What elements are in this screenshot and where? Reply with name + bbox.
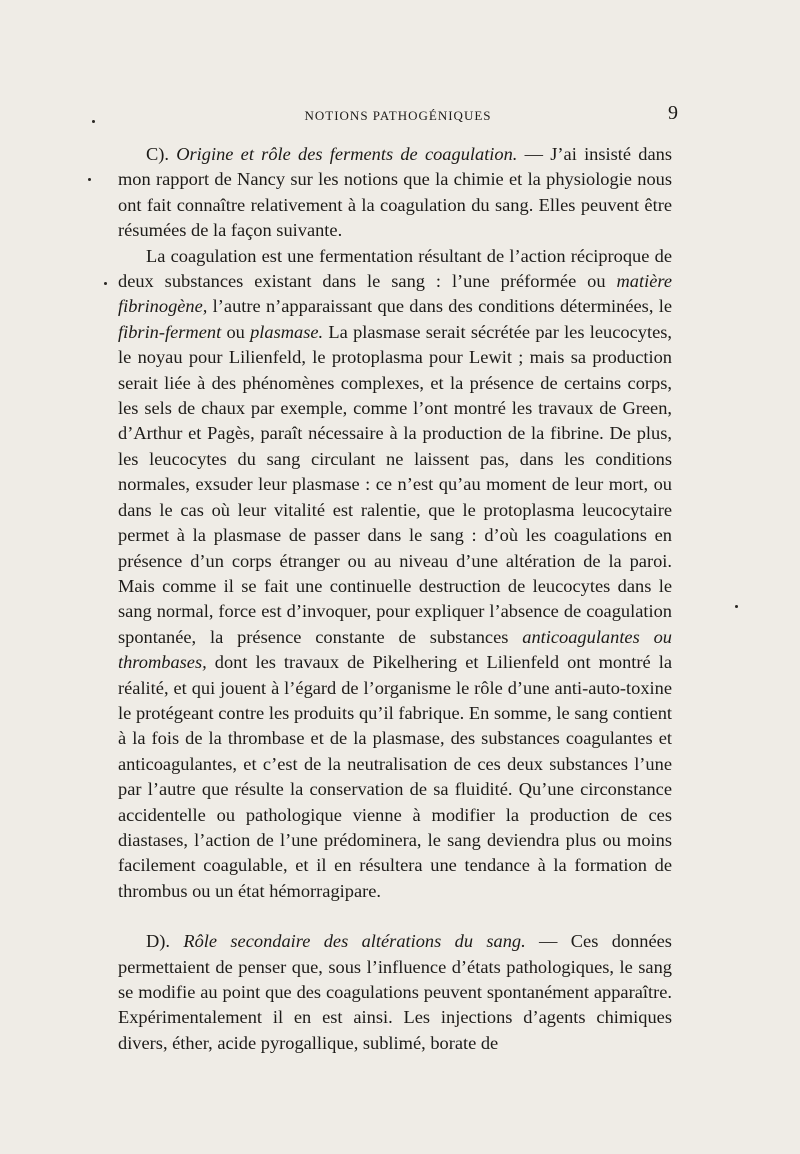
section-c-paragraph xyxy=(118,142,672,244)
scan-speck xyxy=(735,605,738,608)
text-run: La plasmase serait sécrétée par les leucocytes, le noyau pour Lilienfeld, le protoplasma pour Lewit ; mais sa production serait liée à des phénomènes complexes, et la présence de certains corps, les sels de chaux par exemple, comme l’ont montré les travaux de Green, d’Arthur et Pagès, paraît nécessaire à la production de la fibrine. De plus, les leucocytes du sang circulant ne laissent pas, dans les conditions normales, exsuder leur plasmase : ce n’est qu’au moment de leur mort, ou dans le cas où leur vitalité est ralentie, que le protoplasma leucocytaire permet à la plasmase de passer dans le sang : d’où les coagulations en présence d’un corps étranger ou au niveau d’une altération de la paroi. Mais comme il se fait une continuelle destruction de leucocytes dans le sang normal, force est d’invoquer, pour expliquer l’absence de coagulation spontanée, la présence constante de substances xyxy=(118,321,672,647)
section-c-label: C). xyxy=(146,144,177,164)
scan-speck xyxy=(92,120,95,123)
running-title: NOTIONS PATHOGÉNIQUES xyxy=(304,108,492,123)
section-d-title: Rôle secondaire des altérations du sang. xyxy=(183,931,526,952)
section-c-title: Origine et rôle des ferments de coagulation. xyxy=(176,144,518,164)
page-header xyxy=(118,102,678,130)
section-d-text: — Ces données permettaient de penser que, sous l’influence d’états pathologiques, le sang se modifie au point que des coagulations peuvent spontanément apparaître. Expérimentalement il en est ainsi. Les injections d’agents chimiques divers, éther, acide pyrogallique, sublimé, borate de xyxy=(118,931,672,1053)
body-text xyxy=(118,142,672,1056)
text-run: dont les travaux de Pikelhering et Lilienfeld ont montré la réalité, et qui jouent à l’égard de l’organisme le rôle d’une anti-auto-toxine le protégeant contre les produits qu’il fabrique. En somme, le sang contient à la fois de la thrombase et de la plasmase, des substances coagulantes et anticoagulantes, et c’est de la neutralisation de ces deux substances l’une par l’autre que résulte la conservation de sa fluidité. Qu’une circonstance accidentelle ou pathologique vienne à modifier la production de ces diastases, l’action de l’une prédominera, le sang deviendra plus ou moins facilement coagulable, et il en résultera une tendance à la formation de thrombus ou un état hémorragipare. xyxy=(118,652,672,901)
page-number: 9 xyxy=(668,102,678,124)
term-fibrin-ferment: fibrin-ferment xyxy=(118,321,222,342)
section-d-label: D). xyxy=(146,931,184,952)
term-anticoagulantes: anticoagulantes ou thrombases, xyxy=(118,626,672,673)
term-fibrinogene: matière fibrinogène, xyxy=(118,271,672,317)
coagulation-paragraph xyxy=(118,244,672,905)
text-run: l’autre n’apparaissant que dans des conditions déterminées, le xyxy=(207,296,672,317)
term-plasmase: plasmase. xyxy=(250,321,324,342)
text-run: ou xyxy=(221,321,251,342)
section-d-paragraph xyxy=(118,929,672,1056)
scan-speck xyxy=(104,282,107,285)
section-c-intro: — J’ai insisté dans mon rapport de Nancy sur les notions que la chimie et la physiologie nous ont fait connaître relativement à la coagulation du sang. Elles peuvent être résumées de la façon suivante. xyxy=(118,144,673,241)
scan-speck xyxy=(88,178,91,181)
text-run: La coagulation est une fermentation résultant de l’action réciproque de deux substances existant dans le sang : l’une préformée ou xyxy=(118,245,672,292)
